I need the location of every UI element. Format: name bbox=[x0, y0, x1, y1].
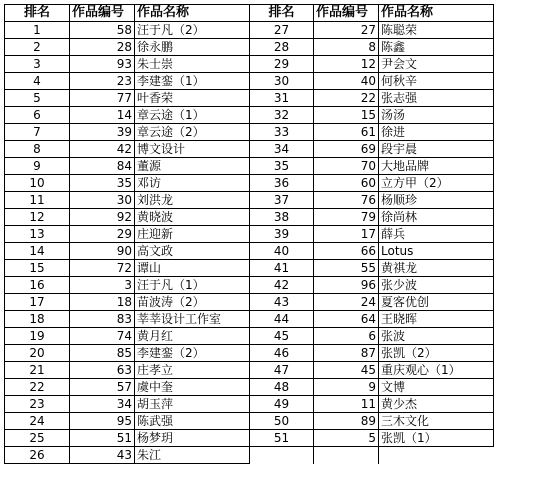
rank-cell-2[interactable]: 36 bbox=[250, 175, 314, 192]
name-cell-2[interactable]: 黄少杰 bbox=[379, 396, 494, 413]
name-cell[interactable]: 杨梦玥 bbox=[135, 430, 250, 447]
number-cell[interactable]: 74 bbox=[70, 328, 135, 345]
name-cell[interactable]: 胡玉萍 bbox=[135, 396, 250, 413]
name-cell-2[interactable]: 汤汤 bbox=[379, 107, 494, 124]
number-cell-2[interactable]: 45 bbox=[314, 362, 379, 379]
rank-cell[interactable]: 5 bbox=[5, 90, 70, 107]
number-cell[interactable]: 18 bbox=[70, 294, 135, 311]
rank-cell-2[interactable]: 43 bbox=[250, 294, 314, 311]
rank-cell[interactable]: 6 bbox=[5, 107, 70, 124]
name-cell-2[interactable]: 夏客优创 bbox=[379, 294, 494, 311]
rank-cell-2[interactable]: 40 bbox=[250, 243, 314, 260]
name-cell-2[interactable]: 张波 bbox=[379, 328, 494, 345]
number-cell[interactable]: 14 bbox=[70, 107, 135, 124]
name-cell[interactable]: 莘莘设计工作室 bbox=[135, 311, 250, 328]
number-cell-2[interactable]: 60 bbox=[314, 175, 379, 192]
name-cell[interactable]: 朱江 bbox=[135, 447, 250, 464]
name-cell-2[interactable]: 重庆观心（1） bbox=[379, 362, 494, 379]
name-cell[interactable]: 苗波涛（2） bbox=[135, 294, 250, 311]
name-cell[interactable]: 谭山 bbox=[135, 260, 250, 277]
name-cell[interactable]: 黄晓波 bbox=[135, 209, 250, 226]
name-cell-2[interactable]: 张凯（2） bbox=[379, 345, 494, 362]
number-cell-2[interactable]: 66 bbox=[314, 243, 379, 260]
number-cell-2[interactable]: 64 bbox=[314, 311, 379, 328]
rank-cell[interactable]: 2 bbox=[5, 39, 70, 56]
name-cell-2[interactable]: 陈鑫 bbox=[379, 39, 494, 56]
table-row bbox=[5, 396, 494, 413]
header-name-2: 作品名称 bbox=[379, 5, 494, 22]
number-cell-2[interactable]: 5 bbox=[314, 430, 379, 447]
rank-cell[interactable]: 22 bbox=[5, 379, 70, 396]
rank-cell-2[interactable]: 33 bbox=[250, 124, 314, 141]
rank-cell[interactable]: 13 bbox=[5, 226, 70, 243]
number-cell-2[interactable]: 40 bbox=[314, 73, 379, 90]
name-cell[interactable]: 李建銮（1） bbox=[135, 73, 250, 90]
rank-cell[interactable]: 23 bbox=[5, 396, 70, 413]
rank-cell-2[interactable]: 44 bbox=[250, 311, 314, 328]
header-rank-2: 排名 bbox=[250, 5, 314, 22]
empty-cell[interactable] bbox=[250, 447, 314, 464]
rank-cell[interactable]: 21 bbox=[5, 362, 70, 379]
number-cell-2[interactable]: 11 bbox=[314, 396, 379, 413]
table-row bbox=[5, 209, 494, 226]
number-cell-2[interactable]: 89 bbox=[314, 413, 379, 430]
rank-cell-2[interactable]: 45 bbox=[250, 328, 314, 345]
number-cell-2[interactable]: 27 bbox=[314, 22, 379, 39]
number-cell[interactable]: 35 bbox=[70, 175, 135, 192]
table-row bbox=[5, 192, 494, 209]
rank-cell[interactable]: 17 bbox=[5, 294, 70, 311]
number-cell-2[interactable]: 69 bbox=[314, 141, 379, 158]
rank-cell[interactable]: 12 bbox=[5, 209, 70, 226]
name-cell-2[interactable]: 徐尚林 bbox=[379, 209, 494, 226]
name-cell[interactable]: 虞中奎 bbox=[135, 379, 250, 396]
table-row bbox=[5, 413, 494, 430]
header-name: 作品名称 bbox=[135, 5, 250, 22]
rank-cell-2[interactable]: 27 bbox=[250, 22, 314, 39]
name-cell[interactable]: 刘洪龙 bbox=[135, 192, 250, 209]
table-row bbox=[5, 294, 494, 311]
number-cell[interactable]: 42 bbox=[70, 141, 135, 158]
name-cell[interactable]: 邓访 bbox=[135, 175, 250, 192]
rank-cell-2[interactable]: 35 bbox=[250, 158, 314, 175]
name-cell[interactable]: 庄孝立 bbox=[135, 362, 250, 379]
number-cell-2[interactable]: 9 bbox=[314, 379, 379, 396]
rank-cell[interactable]: 11 bbox=[5, 192, 70, 209]
name-cell[interactable]: 汪于凡（2） bbox=[135, 22, 250, 39]
number-cell[interactable]: 39 bbox=[70, 124, 135, 141]
name-cell[interactable]: 徐永鹏 bbox=[135, 39, 250, 56]
rank-cell[interactable]: 26 bbox=[5, 447, 70, 464]
empty-cell[interactable] bbox=[314, 447, 379, 464]
rank-cell[interactable]: 15 bbox=[5, 260, 70, 277]
rank-cell[interactable]: 1 bbox=[5, 22, 70, 39]
number-cell[interactable]: 85 bbox=[70, 345, 135, 362]
rank-cell[interactable]: 8 bbox=[5, 141, 70, 158]
table-row bbox=[5, 226, 494, 243]
number-cell-2[interactable]: 17 bbox=[314, 226, 379, 243]
rank-cell[interactable]: 25 bbox=[5, 430, 70, 447]
rank-cell-2[interactable]: 34 bbox=[250, 141, 314, 158]
rank-cell-2[interactable]: 48 bbox=[250, 379, 314, 396]
number-cell[interactable]: 43 bbox=[70, 447, 135, 464]
rank-cell-2[interactable]: 49 bbox=[250, 396, 314, 413]
name-cell-2[interactable]: 徐进 bbox=[379, 124, 494, 141]
rank-cell-2[interactable]: 47 bbox=[250, 362, 314, 379]
number-cell-2[interactable]: 55 bbox=[314, 260, 379, 277]
name-cell[interactable]: 黄月红 bbox=[135, 328, 250, 345]
number-cell-2[interactable]: 24 bbox=[314, 294, 379, 311]
name-cell-2[interactable]: Lotus bbox=[379, 243, 494, 260]
name-cell-2[interactable]: 张少波 bbox=[379, 277, 494, 294]
name-cell[interactable]: 朱士崇 bbox=[135, 56, 250, 73]
table-row bbox=[5, 243, 494, 260]
header-row bbox=[5, 5, 494, 22]
number-cell[interactable]: 63 bbox=[70, 362, 135, 379]
rank-cell-2[interactable]: 29 bbox=[250, 56, 314, 73]
rank-cell[interactable]: 7 bbox=[5, 124, 70, 141]
name-cell-2[interactable]: 文博 bbox=[379, 379, 494, 396]
number-cell-2[interactable]: 8 bbox=[314, 39, 379, 56]
rank-cell-2[interactable]: 41 bbox=[250, 260, 314, 277]
number-cell[interactable]: 29 bbox=[70, 226, 135, 243]
empty-cell[interactable] bbox=[379, 447, 494, 464]
name-cell-2[interactable]: 三木文化 bbox=[379, 413, 494, 430]
header-number: 作品编号 bbox=[70, 5, 135, 22]
name-cell[interactable]: 庄迎新 bbox=[135, 226, 250, 243]
table-row bbox=[5, 277, 494, 294]
number-cell-2[interactable]: 87 bbox=[314, 345, 379, 362]
table-row bbox=[5, 141, 494, 158]
name-cell-2[interactable]: 段宇晨 bbox=[379, 141, 494, 158]
rank-cell-2[interactable]: 31 bbox=[250, 90, 314, 107]
number-cell-2[interactable]: 79 bbox=[314, 209, 379, 226]
number-cell[interactable]: 90 bbox=[70, 243, 135, 260]
table-row bbox=[5, 124, 494, 141]
table-row bbox=[5, 260, 494, 277]
number-cell[interactable]: 92 bbox=[70, 209, 135, 226]
table-row bbox=[5, 90, 494, 107]
number-cell[interactable]: 57 bbox=[70, 379, 135, 396]
table-row bbox=[5, 39, 494, 56]
rank-cell-2[interactable]: 51 bbox=[250, 430, 314, 447]
number-cell[interactable]: 84 bbox=[70, 158, 135, 175]
rank-cell-2[interactable]: 46 bbox=[250, 345, 314, 362]
rank-cell[interactable]: 24 bbox=[5, 413, 70, 430]
number-cell-2[interactable]: 96 bbox=[314, 277, 379, 294]
rank-cell-2[interactable]: 39 bbox=[250, 226, 314, 243]
name-cell-2[interactable]: 薛兵 bbox=[379, 226, 494, 243]
name-cell[interactable]: 董源 bbox=[135, 158, 250, 175]
table-row bbox=[5, 22, 494, 39]
table-row bbox=[5, 107, 494, 124]
name-cell[interactable]: 博文设计 bbox=[135, 141, 250, 158]
name-cell[interactable]: 叶香荣 bbox=[135, 90, 250, 107]
number-cell[interactable]: 58 bbox=[70, 22, 135, 39]
table-row bbox=[5, 345, 494, 362]
name-cell-2[interactable]: 张凯（1） bbox=[379, 430, 494, 447]
number-cell-2[interactable]: 6 bbox=[314, 328, 379, 345]
name-cell-2[interactable]: 何秋辛 bbox=[379, 73, 494, 90]
header-rank: 排名 bbox=[5, 5, 70, 22]
name-cell-2[interactable]: 王晓晖 bbox=[379, 311, 494, 328]
number-cell[interactable]: 30 bbox=[70, 192, 135, 209]
table-row bbox=[5, 362, 494, 379]
header-number-2: 作品编号 bbox=[314, 5, 379, 22]
name-cell[interactable]: 高文政 bbox=[135, 243, 250, 260]
table-row bbox=[5, 56, 494, 73]
number-cell-2[interactable]: 76 bbox=[314, 192, 379, 209]
number-cell-2[interactable]: 70 bbox=[314, 158, 379, 175]
name-cell[interactable]: 汪于凡（1） bbox=[135, 277, 250, 294]
number-cell[interactable]: 95 bbox=[70, 413, 135, 430]
name-cell-2[interactable]: 张志强 bbox=[379, 90, 494, 107]
rank-cell[interactable]: 18 bbox=[5, 311, 70, 328]
name-cell[interactable]: 章云途（1） bbox=[135, 107, 250, 124]
number-cell-2[interactable]: 12 bbox=[314, 56, 379, 73]
number-cell-2[interactable]: 15 bbox=[314, 107, 379, 124]
rank-cell[interactable]: 19 bbox=[5, 328, 70, 345]
table-row bbox=[5, 328, 494, 345]
rank-cell-2[interactable]: 37 bbox=[250, 192, 314, 209]
name-cell-2[interactable]: 尹会文 bbox=[379, 56, 494, 73]
rank-cell-2[interactable]: 32 bbox=[250, 107, 314, 124]
rank-cell[interactable]: 14 bbox=[5, 243, 70, 260]
rank-cell-2[interactable]: 30 bbox=[250, 73, 314, 90]
number-cell[interactable]: 72 bbox=[70, 260, 135, 277]
number-cell[interactable]: 3 bbox=[70, 277, 135, 294]
name-cell[interactable]: 章云途（2） bbox=[135, 124, 250, 141]
table-row bbox=[5, 311, 494, 328]
rank-cell[interactable]: 10 bbox=[5, 175, 70, 192]
rank-cell[interactable]: 16 bbox=[5, 277, 70, 294]
number-cell-2[interactable]: 22 bbox=[314, 90, 379, 107]
rank-cell-2[interactable]: 38 bbox=[250, 209, 314, 226]
table-row bbox=[5, 430, 494, 447]
rank-cell[interactable]: 20 bbox=[5, 345, 70, 362]
table-row bbox=[5, 447, 494, 464]
number-cell-2[interactable]: 61 bbox=[314, 124, 379, 141]
table-row bbox=[5, 379, 494, 396]
number-cell[interactable]: 83 bbox=[70, 311, 135, 328]
number-cell[interactable]: 77 bbox=[70, 90, 135, 107]
table-row bbox=[5, 158, 494, 175]
rank-cell-2[interactable]: 50 bbox=[250, 413, 314, 430]
number-cell[interactable]: 23 bbox=[70, 73, 135, 90]
number-cell[interactable]: 51 bbox=[70, 430, 135, 447]
name-cell[interactable]: 李建銮（2） bbox=[135, 345, 250, 362]
rank-cell[interactable]: 4 bbox=[5, 73, 70, 90]
number-cell[interactable]: 34 bbox=[70, 396, 135, 413]
number-cell[interactable]: 93 bbox=[70, 56, 135, 73]
name-cell-2[interactable]: 杨顺珍 bbox=[379, 192, 494, 209]
name-cell-2[interactable]: 陈聪荣 bbox=[379, 22, 494, 39]
name-cell-2[interactable]: 大地品牌 bbox=[379, 158, 494, 175]
rank-cell[interactable]: 3 bbox=[5, 56, 70, 73]
rank-cell[interactable]: 9 bbox=[5, 158, 70, 175]
table-row bbox=[5, 73, 494, 90]
ranking-table bbox=[4, 4, 494, 464]
name-cell-2[interactable]: 立方甲（2） bbox=[379, 175, 494, 192]
rank-cell-2[interactable]: 42 bbox=[250, 277, 314, 294]
table-row bbox=[5, 175, 494, 192]
number-cell[interactable]: 28 bbox=[70, 39, 135, 56]
name-cell[interactable]: 陈武强 bbox=[135, 413, 250, 430]
rank-cell-2[interactable]: 28 bbox=[250, 39, 314, 56]
name-cell-2[interactable]: 黄祺龙 bbox=[379, 260, 494, 277]
table-body bbox=[5, 22, 494, 464]
